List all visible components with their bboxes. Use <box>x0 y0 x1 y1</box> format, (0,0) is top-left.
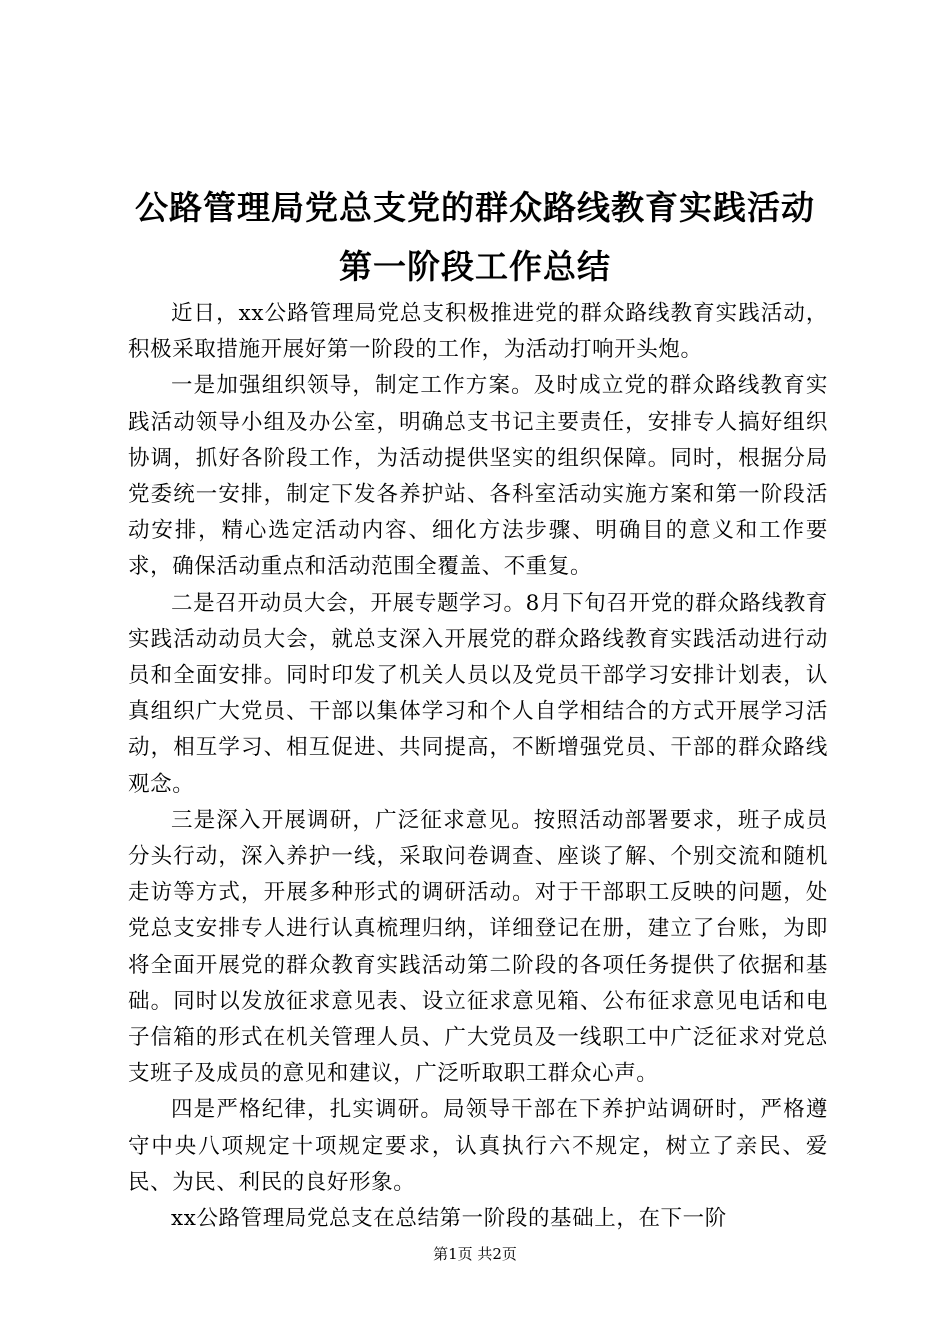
paragraph-point-4: 四是严格纪律，扎实调研。局领导干部在下养护站调研时，严格遵守中央八项规定十项规定要求，认真执行六不规定，树立了亲民、爱民、为民、利民的良好形象。 <box>128 1097 828 1195</box>
document-title-line-2: 第一阶段工作总结 <box>339 247 611 286</box>
paragraph-point-1: 一是加强组织领导，制定工作方案。及时成立党的群众路线教育实践活动领导小组及办公室，明确总支书记主要责任，安排专人搞好组织协调，抓好各阶段工作，为活动提供坚实的组织保障。同时，根据分局党委统一安排，制定下发各养护站、各科室活动实施方案和第一阶段活动安排，精心选定活动内容、细化方法步骤、明确目的意义和工作要求，确保活动重点和活动范围全覆盖、不重复。 <box>128 373 828 580</box>
paragraph-closing: xx公路管理局党总支在总结第一阶段的基础上，在下一阶 <box>171 1206 727 1232</box>
page-number-footer: 第1页 共2页 <box>433 1245 517 1263</box>
paragraph-intro: 近日，xx公路管理局党总支积极推进党的群众路线教育实践活动，积极采取措施开展好第一阶段的工作，为活动打响开头炮。 <box>128 301 828 363</box>
paragraph-point-3: 三是深入开展调研，广泛征求意见。按照活动部署要求，班子成员分头行动，深入养护一线，采取问卷调查、座谈了解、个别交流和随机走访等方式，开展多种形式的调研活动。对于干部职工反映的问题，处党总支安排专人进行认真梳理归纳，详细登记在册，建立了台账，为即将全面开展党的群众教育实践活动第二阶段的各项任务提供了依据和基础。同时以发放征求意见表、设立征求意见箱、公布征求意见电话和电子信箱的形式在机关管理人员、广大党员及一线职工中广泛征求对党总支班子及成员的意见和建议，广泛听取职工群众心声。 <box>128 807 828 1087</box>
document-body <box>128 296 828 1237</box>
paragraph-point-2: 二是召开动员大会，开展专题学习。8月下旬召开党的群众路线教育实践活动动员大会，就总支深入开展党的群众路线教育实践活动进行动员和全面安排。同时印发了机关人员以及党员干部学习安排计划表，认真组织广大党员、干部以集体学习和个人自学相结合的方式开展学习活动，相互学习、相互促进、共同提高，不断增强党员、干部的群众路线观念。 <box>128 590 828 797</box>
document-title-line-1: 公路管理局党总支党的群众路线教育实践活动 <box>135 188 815 227</box>
